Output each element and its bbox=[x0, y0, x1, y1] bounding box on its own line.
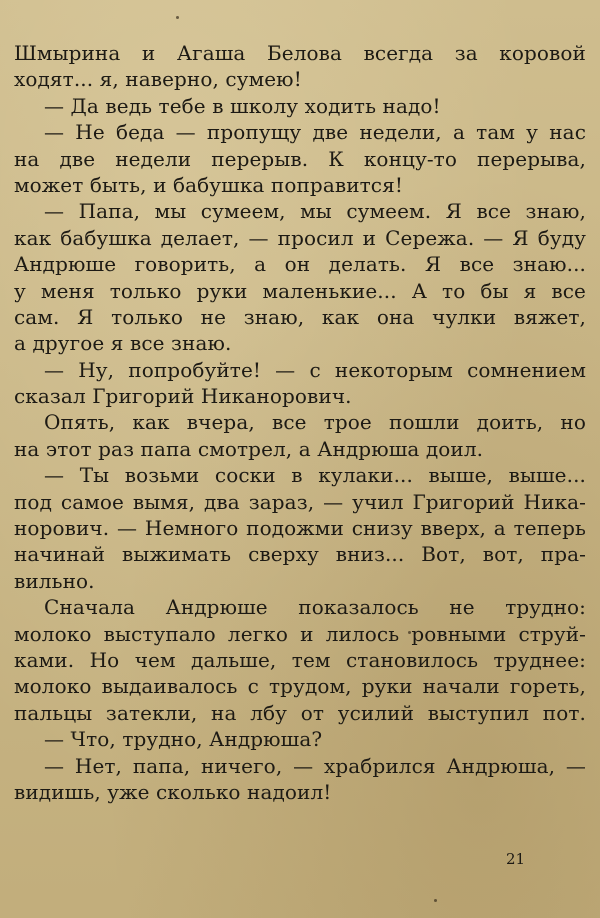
text-line: — Папа, мы сумеем, мы сумеем. Я все знаю, bbox=[44, 199, 586, 224]
page-number: 21 bbox=[506, 850, 526, 868]
text-line: как бабушка делает, — просил и Сережа. — Я буду bbox=[14, 225, 586, 250]
text-line: Сначала Андрюше показалось не трудно: bbox=[44, 595, 586, 620]
text-line: — Что, трудно, Андрюша? bbox=[44, 727, 323, 752]
text-line: — Нет, папа, ничего, — храбрился Андрюша, — bbox=[44, 753, 586, 778]
text-line: начинай выжимать сверху вниз... Вот, вот, пра- bbox=[14, 542, 586, 567]
text-line: Андрюше говорить, а он делать. Я все знаю... bbox=[14, 252, 586, 277]
text-line: на этот раз папа смотрел, а Андрюша доил. bbox=[14, 436, 484, 461]
text-line: норович. — Немного подожми снизу вверх, а теперь bbox=[14, 516, 586, 541]
ink-speck bbox=[176, 16, 179, 19]
text-line: молоко выступало легко и лилось ровными струй- bbox=[14, 621, 586, 646]
text-line: — Не беда — пропущу две недели, а там у нас bbox=[44, 120, 586, 145]
body-text bbox=[14, 40, 586, 805]
text-line: может быть, и бабушка поправится! bbox=[14, 172, 403, 197]
text-line: вильно. bbox=[14, 568, 95, 593]
text-line: на две недели перерыв. К концу-то перерыва, bbox=[14, 146, 586, 171]
text-line: сам. Я только не знаю, как она чулки вяжет, bbox=[14, 304, 586, 329]
ink-speck bbox=[434, 899, 437, 902]
text-line: пальцы затекли, на лбу от усилий выступил пот. bbox=[14, 700, 586, 725]
text-line: под самое вымя, два зараз, — учил Григорий Ника- bbox=[14, 489, 586, 514]
text-line: сказал Григорий Никанорович. bbox=[14, 384, 352, 409]
text-line: — Ну, попробуйте! — с некоторым сомнением bbox=[44, 357, 586, 382]
text-line: ками. Но чем дальше, тем становилось труднее: bbox=[14, 647, 586, 672]
text-line: Опять, как вчера, все трое пошли доить, но bbox=[44, 410, 586, 435]
text-line: молоко выдаивалось с трудом, руки начали гореть, bbox=[14, 674, 586, 699]
text-line: — Да ведь тебе в школу ходить надо! bbox=[44, 93, 441, 118]
text-line: — Ты возьми соски в кулаки... выше, выше... bbox=[44, 463, 586, 488]
text-line: Шмырина и Агаша Белова всегда за коровой bbox=[14, 41, 586, 65]
text-line: ходят... я, наверно, сумею! bbox=[14, 67, 302, 92]
text-line: видишь, уже сколько надоил! bbox=[14, 779, 332, 804]
text-line: а другое я все знаю. bbox=[14, 331, 232, 356]
text-line: у меня только руки маленькие... А то бы я все bbox=[14, 278, 586, 303]
